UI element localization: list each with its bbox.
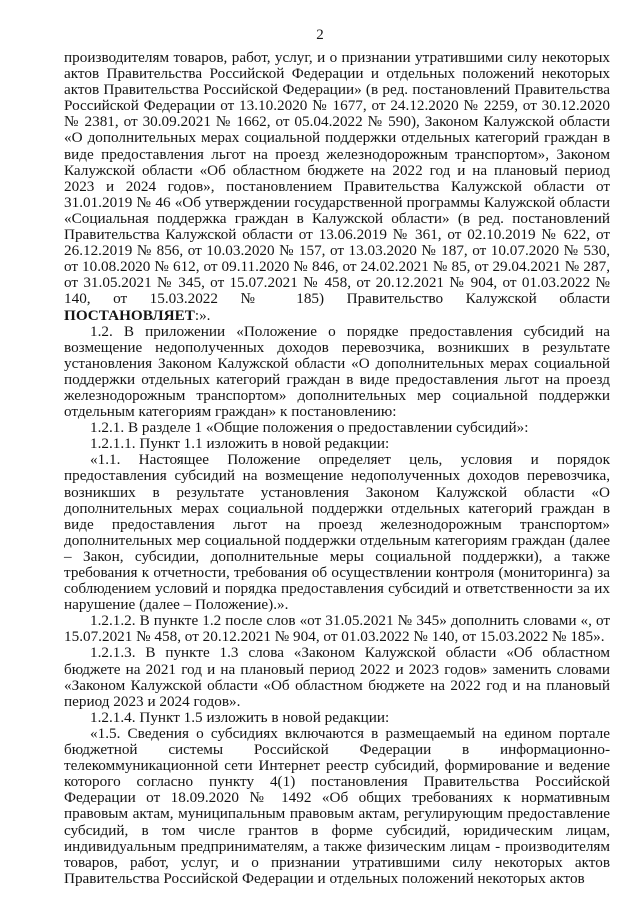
paragraph-text: производителям товаров, работ, услуг, и о признании утратившими силу некоторых актов Правительства Российской Федерации и отдельных положений некоторых актов Правительства Российской Федерации» (в ред. постановлений Правительства Российской Федерации от 13.10.2020 № 1677, от 24.12.2020 № 2259, от 30.12.2020 № 2381, от 30.09.2021 № 1662, от 05.04.2022 № 590), Законом Калужской области «О дополнительных мерах социальной поддержки отдельных категорий граждан в виде предоставления льгот на проезд железнодорожным транспортом», Законом Калужской области «Об областном бюджете на 2022 год и на плановый период 2023 и 2024 годов», постановлением Правительства Калужской области от 31.01.2019 № 46 «Об утверждении государственной программы Калужской области «Социальная поддержка граждан в Калужской области» (в ред. постановлений Правительства Калужской области от 13.06.2019 № 361, от 02.10.2019 № 622, от 26.12.2019 № 856, от 10.03.2020 № 157, от 13.03.2020 № 187, от 10.07.2020 № 530, от 10.08.2020 № 612, от 09.11.2020 № 846, от 24.02.2021 № 85, от 29.04.2021 № 287, от 31.05.2021 № 345, от 15.07.2021 № 458, от 20.12.2021 № 904, от 01.03.2022 № 140, от 15.03.2022 № 185) Правительство Калужской области xyxy=(64,49,610,308)
decree-tail: :». xyxy=(194,306,211,324)
paragraph-1-2-1: 1.2.1. В разделе 1 «Общие положения о предоставлении субсидий»: xyxy=(90,419,529,437)
paragraph-1-2-1-1: 1.2.1.1. Пункт 1.1 изложить в новой редакции: xyxy=(90,435,390,453)
paragraph-continuation xyxy=(64,50,610,324)
paragraph-1-2-1-2: 1.2.1.2. В пункте 1.2 после слов «от 31.05.2021 № 345» дополнить словами «, от 15.07.2021 № 458, от 20.12.2021 № 904, от 01.03.2022 № 140, от 15.03.2022 № 185». xyxy=(64,612,610,646)
paragraph-1-2-1-4: 1.2.1.4. Пункт 1.5 изложить в новой редакции: xyxy=(90,708,390,726)
paragraph-quote-1-1: «1.1. Настоящее Положение определяет цель, условия и порядок предоставления субсидий на возмещение недополученных доходов перевозчика, возникших в результате установления Законом Калужской области «О дополнительных мерах социальной поддержки отдельных категорий граждан в виде предоставления льгот на проезд железнодорожным транспортом» дополнительных мер социальной поддержки отдельным категориям граждан (далее – Закон, субсидии, дополнительные меры социальной поддержки), а также требования к отчетности, требования об осуществлении контроля (мониторинга) за соблюдением условий и порядка предоставления субсидий и ответственности за их нарушение (далее – Положение).». xyxy=(64,451,610,614)
paragraph-quote-1-5: «1.5. Сведения о субсидиях включаются в размещаемый на едином портале бюджетной системы Российской Федерации в информационно-телекоммуникационной сети Интернет реестр субсидий, формирование и ведение которого согласно пункту 4(1) постановления Правительства Российской Федерации от 18.09.2020 № 1492 «Об общих требованиях к нормативным правовым актам, муниципальным правовым актам, регулирующим предоставление субсидий, в том числе грантов в форме субсидий, юридическим лицам, индивидуальным предпринимателям, а также физическим лицам - производителям товаров, работ, услуг, и о признании утратившими силу некоторых актов Правительства Российской Федерации и отдельных положений некоторых актов xyxy=(64,724,610,887)
decree-word: ПОСТАНОВЛЯЕТ xyxy=(64,306,195,324)
document-body xyxy=(64,50,610,887)
paragraph-1-2: 1.2. В приложении «Положение о порядке предоставления субсидий на возмещение недополученных доходов перевозчика, возникших в результате установления Законом Калужской области «О дополнительных мерах социальной поддержки отдельных категорий граждан в виде предоставления льгот на проезд железнодорожным транспортом» дополнительных мер социальной поддержки отдельным категориям граждан» к постановлению: xyxy=(64,322,610,421)
page-number: 2 xyxy=(316,27,324,43)
paragraph-1-2-1-3: 1.2.1.3. В пункте 1.3 слова «Законом Калужской области «Об областном бюджете на 2021 год и на плановый период 2022 и 2023 годов» заменить словами «Законом Калужской области «Об областном бюджете на 2022 год и на плановый период 2023 и 2024 годов». xyxy=(64,644,610,710)
